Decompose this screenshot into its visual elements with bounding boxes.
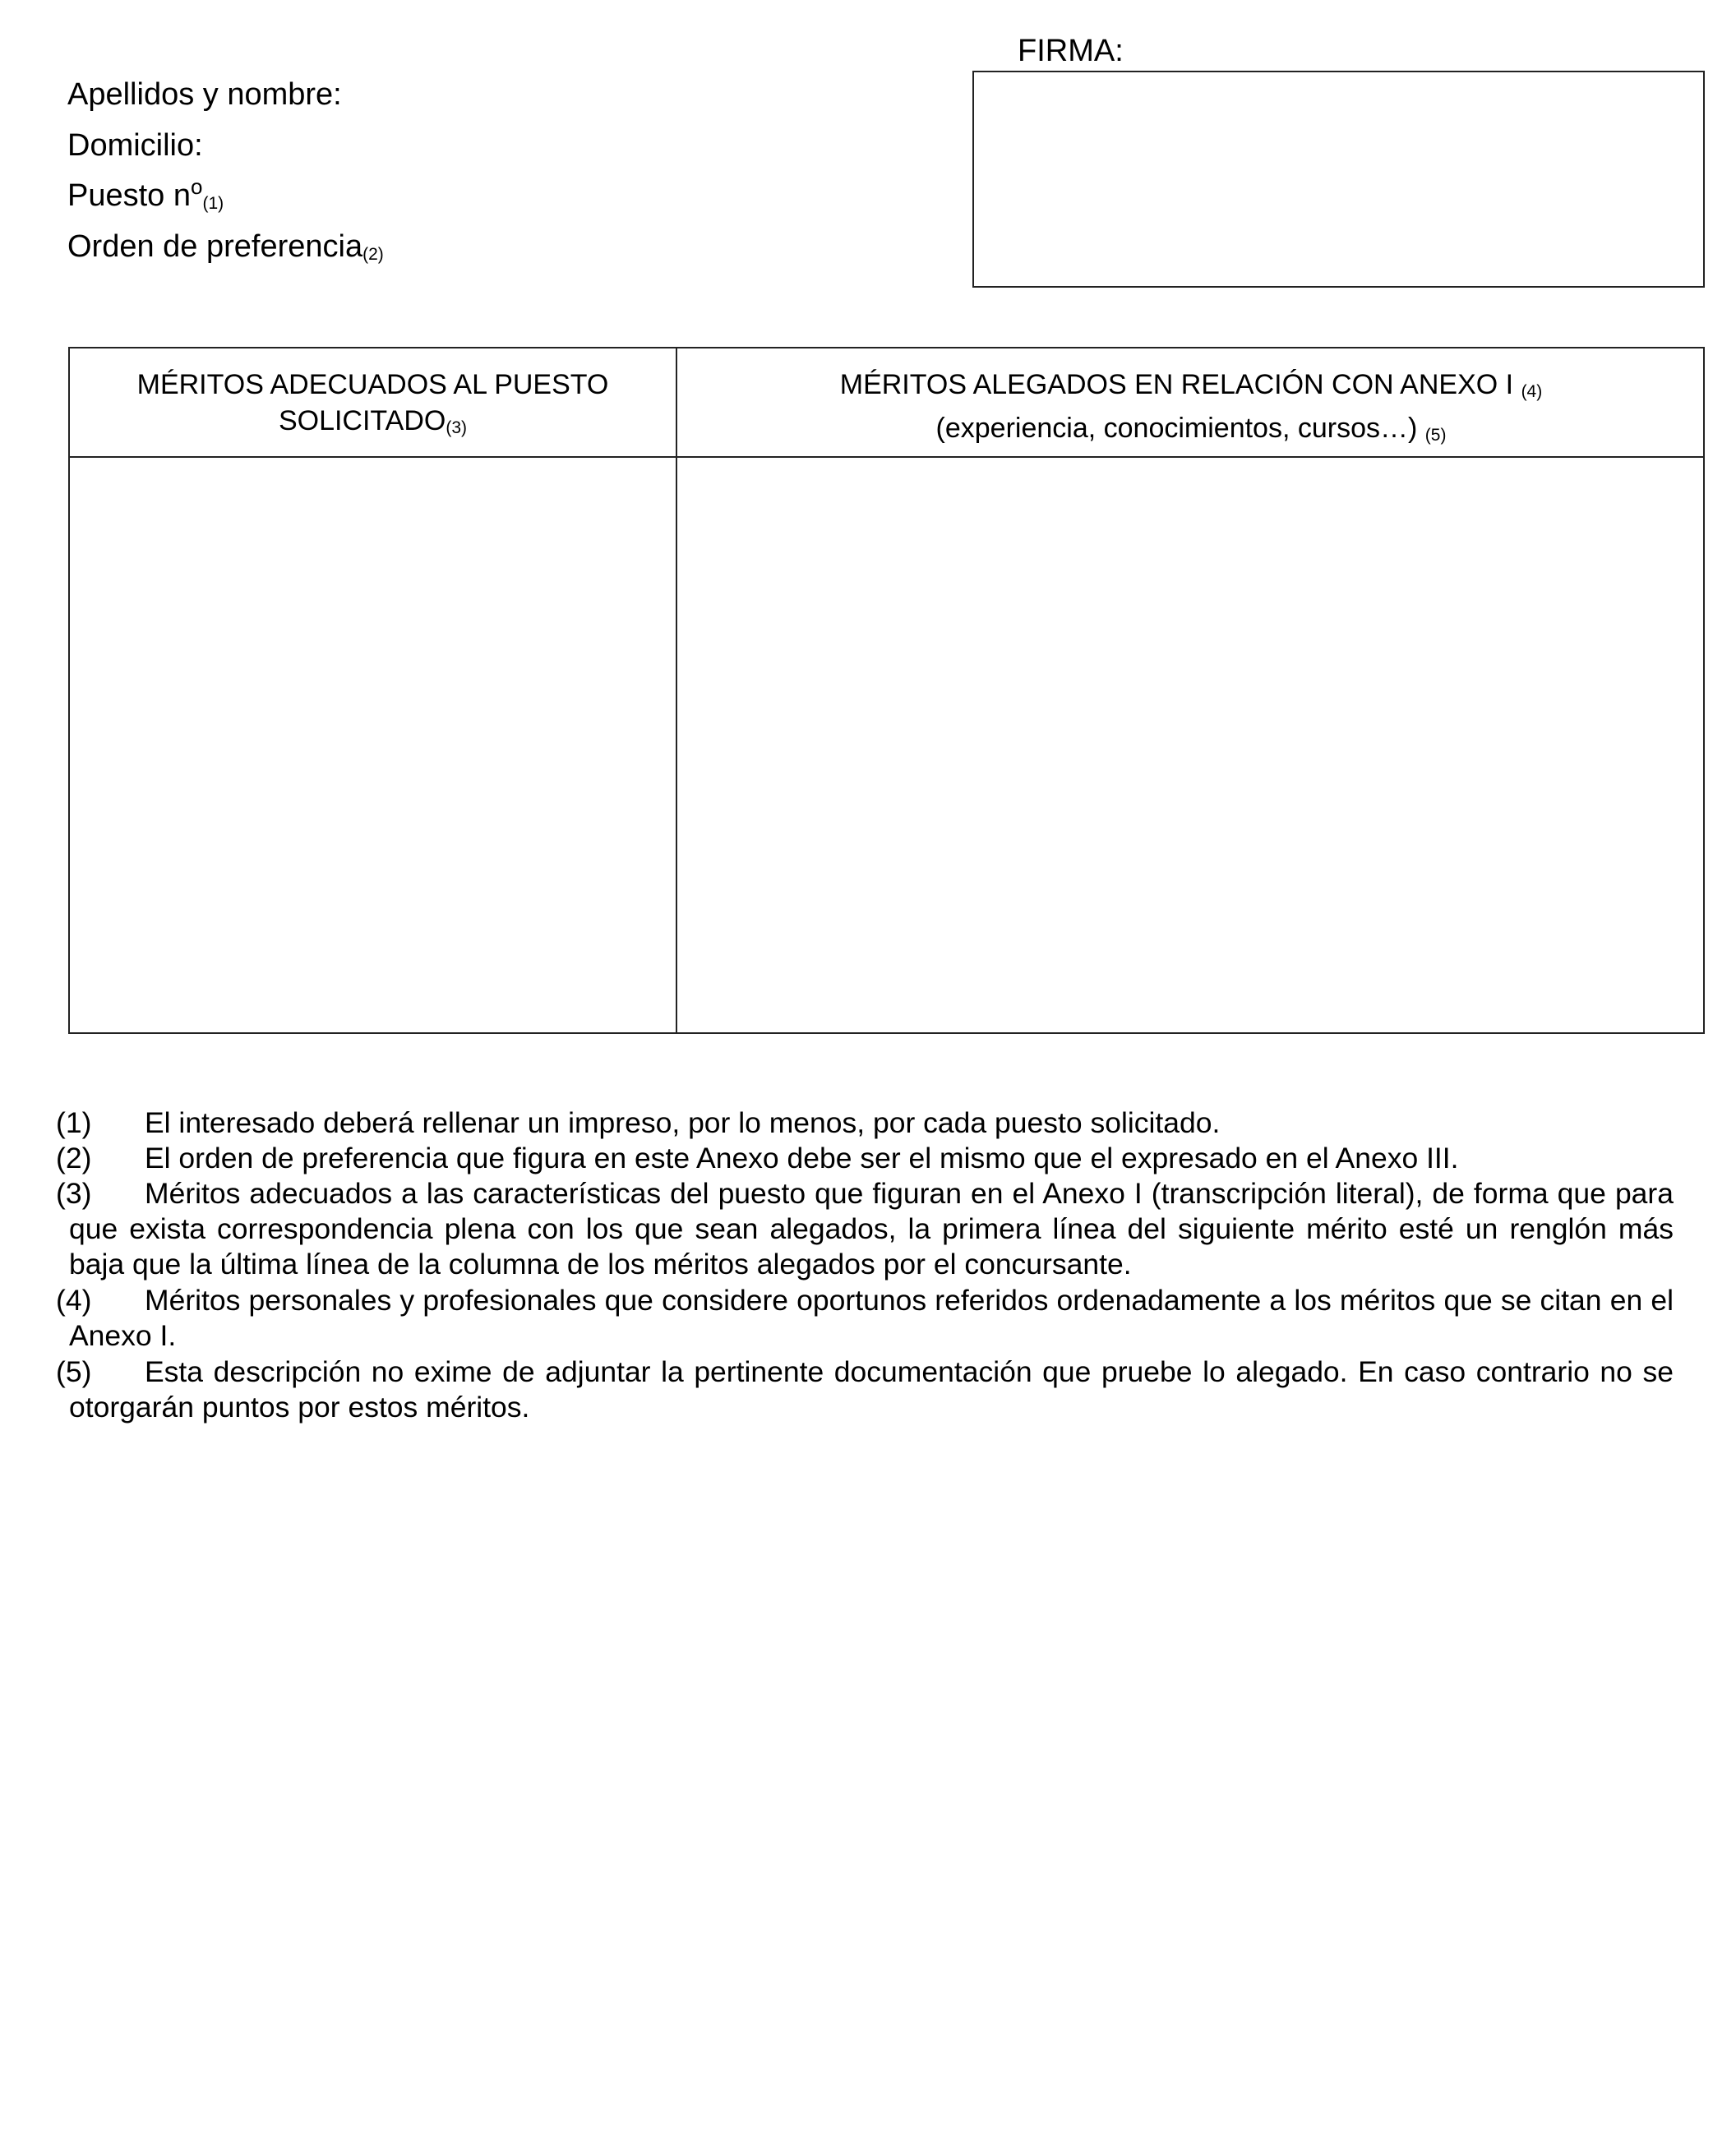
- preference-label-text: Orden de preferencia: [67, 229, 363, 264]
- footnote: [56, 1105, 1674, 1141]
- footnote: [56, 1283, 1674, 1354]
- header-col2-ref1: (4): [1521, 382, 1543, 401]
- alleged-merits-cell[interactable]: [678, 459, 1703, 1032]
- header-col2-sub: (experiencia, conocimientos, cursos…): [935, 413, 1418, 444]
- post-label-text: Puesto n: [67, 178, 191, 213]
- preference-label: [67, 228, 384, 273]
- footnote-number: (5): [56, 1355, 92, 1388]
- preference-footnote-ref: (2): [362, 245, 384, 264]
- address-label: [67, 127, 203, 164]
- header-alleged-merits: [677, 367, 1705, 454]
- footnote: [56, 1176, 1674, 1282]
- footnote-number: (4): [56, 1284, 92, 1317]
- footnote-text: Méritos personales y profesionales que considere oportunos referidos ordenadamente a los méritos que se citan en el Anexo I.: [69, 1284, 1674, 1352]
- signature-label: FIRMA:: [1018, 34, 1124, 68]
- footnote-text: El orden de preferencia que figura en este Anexo debe ser el mismo que el expresado en el Anexo III.: [145, 1142, 1459, 1174]
- header-col1-line2: [70, 403, 676, 446]
- header-col2-line1: [677, 367, 1705, 410]
- footnote-number: (3): [56, 1177, 92, 1210]
- header-col1-line1: MÉRITOS ADECUADOS AL PUESTO: [136, 369, 609, 400]
- table-header-divider: [68, 456, 1705, 458]
- footnote-number: (2): [56, 1142, 92, 1174]
- header-col2-text: MÉRITOS ALEGADOS EN RELACIÓN CON ANEXO I: [839, 369, 1514, 400]
- footnote-text: El interesado deberá rellenar un impreso, por lo menos, por cada puesto solicitado.: [145, 1106, 1221, 1139]
- footnote-text: Esta descripción no exime de adjuntar la pertinente documentación que pruebe lo alegado. En caso contrario no se otorgarán puntos por estos méritos.: [69, 1355, 1674, 1424]
- name-label-text: Apellidos y nombre:: [67, 77, 342, 112]
- address-label-text: Domicilio:: [67, 128, 203, 163]
- post-label: [67, 174, 224, 222]
- footnote-number: (1): [56, 1106, 92, 1139]
- post-footnote-ref: (1): [202, 194, 224, 213]
- header-adequate-merits: [70, 367, 676, 446]
- adequate-merits-cell[interactable]: [71, 459, 675, 1032]
- footnote: [56, 1141, 1674, 1176]
- signature-box[interactable]: [972, 71, 1705, 288]
- post-ordinal: o: [191, 174, 203, 199]
- footnote: [56, 1354, 1674, 1425]
- header-col2-line2: [677, 410, 1705, 454]
- name-label: [67, 76, 342, 113]
- header-col2-ref2: (5): [1424, 426, 1447, 445]
- header-col1-ref: (3): [446, 418, 468, 437]
- footnote-text: Méritos adecuados a las características del puesto que figuran en el Anexo I (transcripción literal), de forma que para que exista correspondencia plena con los que sean alegados, la primera línea del siguiente mérito esté un renglón más baja que la última línea de la columna de los méritos alegados por el concursante.: [69, 1177, 1674, 1281]
- header-col1-text: SOLICITADO: [278, 405, 446, 436]
